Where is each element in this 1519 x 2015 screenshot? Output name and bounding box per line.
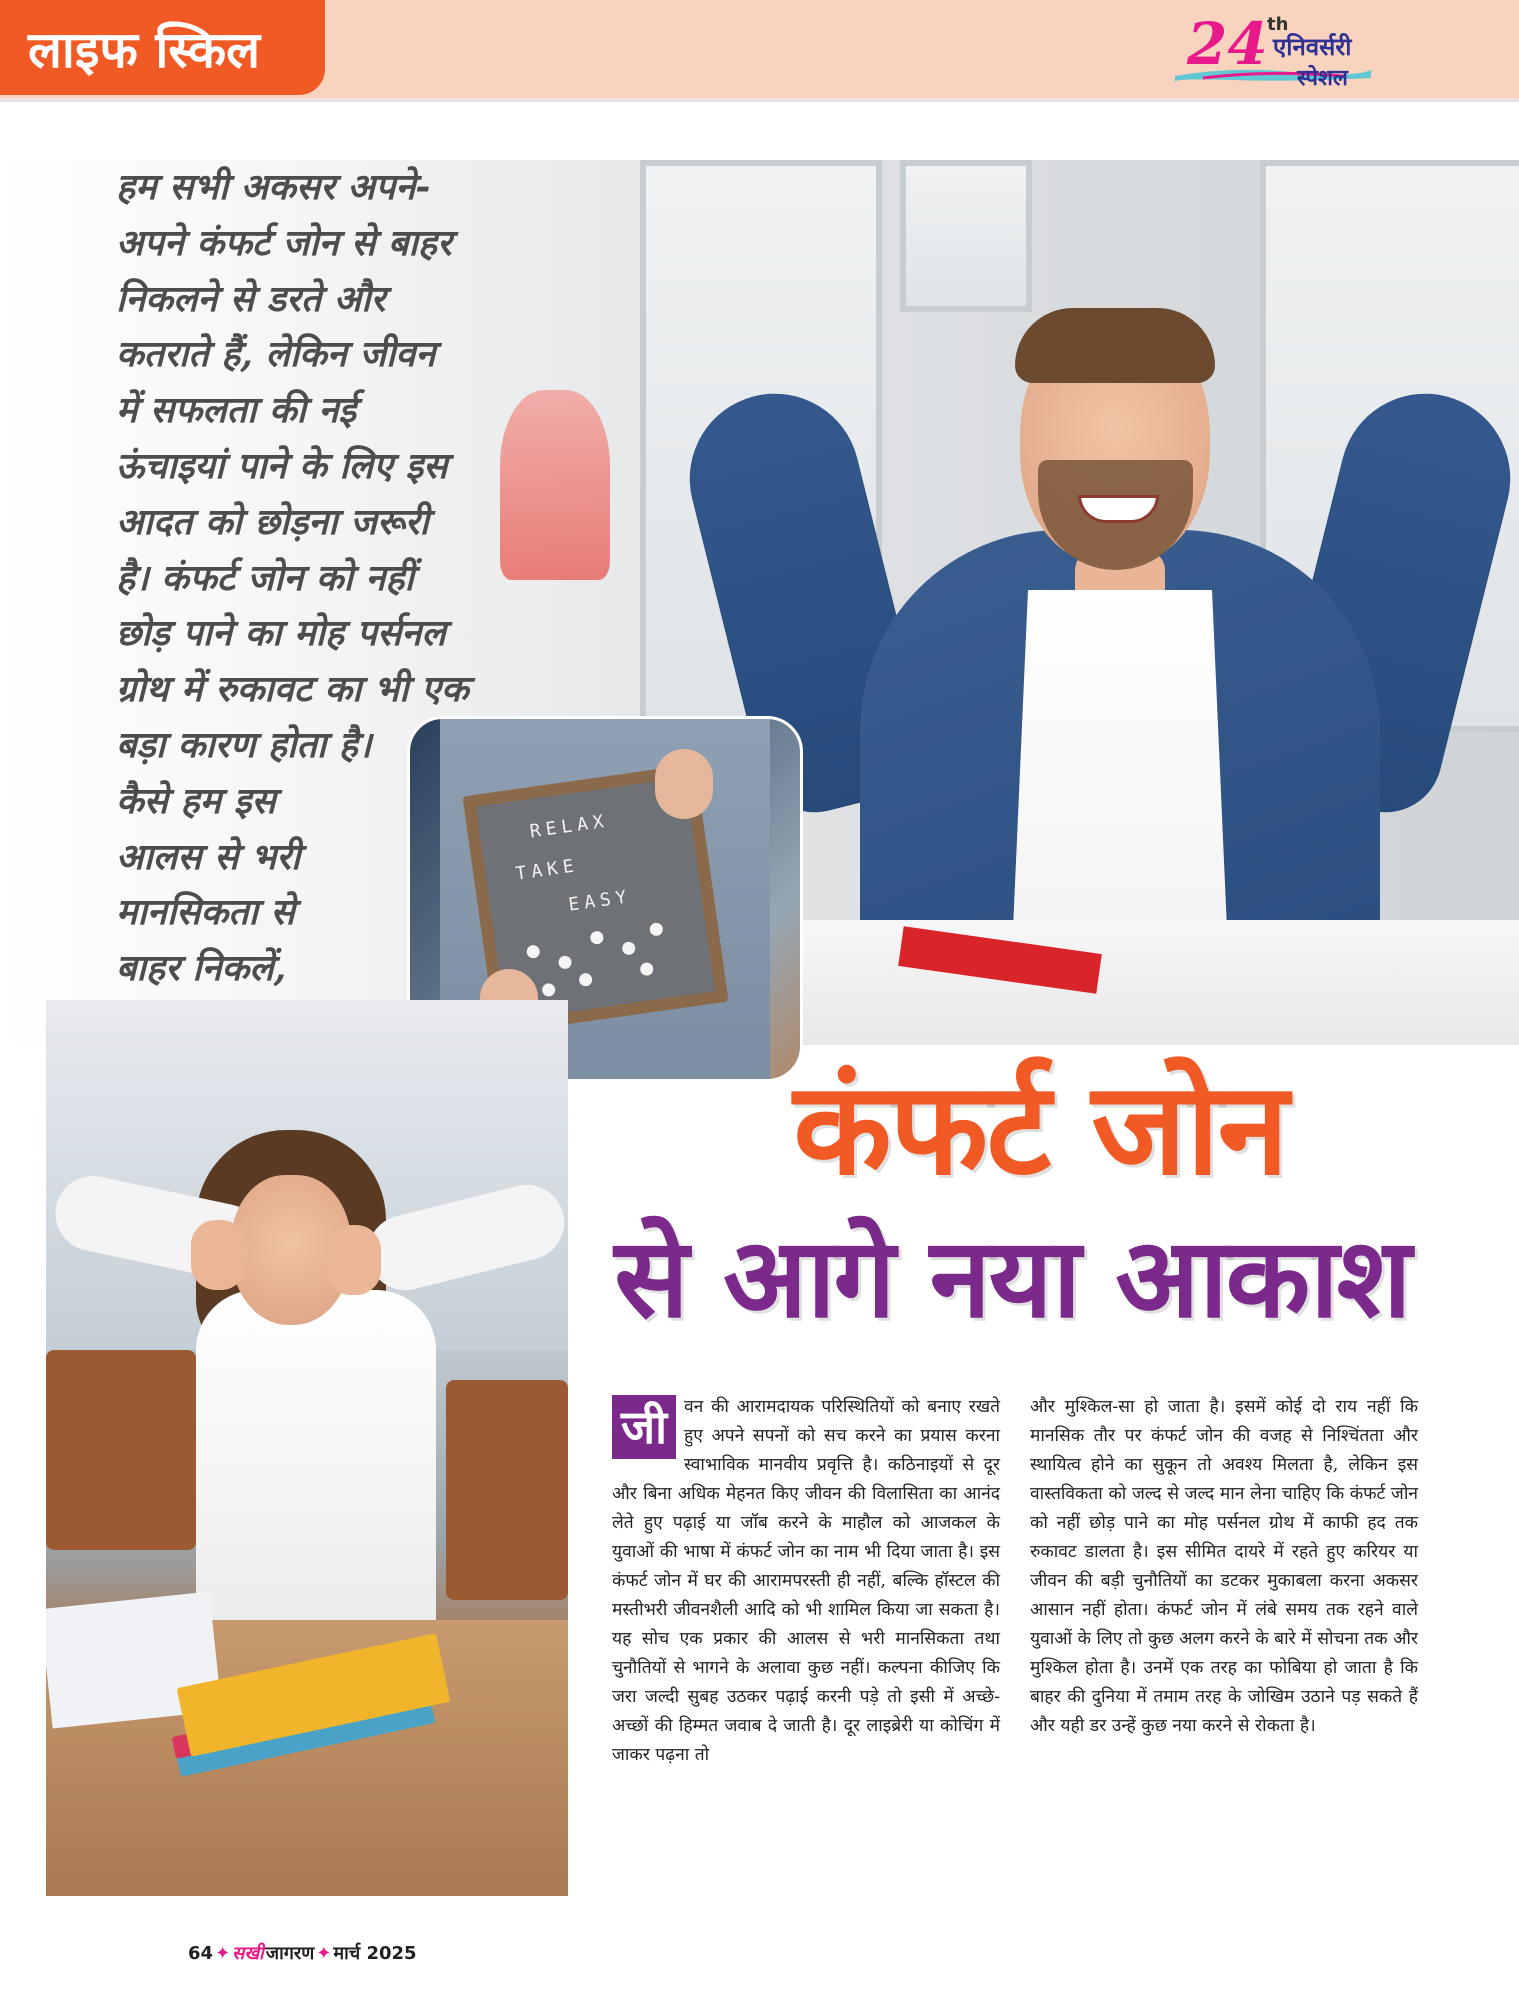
smiley-icon xyxy=(621,941,636,956)
anniversary-line1: एनिवर्सरी xyxy=(1273,33,1352,61)
article-column-2: और मुश्किल-सा हो जाता है। इसमें कोई दो राय नहीं कि मानसिक तौर पर कंफर्ट जोन की वजह से निश्चिंतता और स्थायित्व होने का सुकून तो अवश्य मिलता है, लेकिन इस वास्तविकता को जल्द से जल्द मान लेना चाहिए कि कंफर्ट जोन को नहीं छोड़ पाने का मोह पर्सनल ग्रोथ में काफी हद तक रुकावट डालता है। इस सीमित दायरे में रहते हुए करियर या जीवन की बड़ी चुनौतियों का डटकर मुकाबला करना अकसर आसान नहीं होता। कंफर्ट जोन में लंबे समय तक रहने वाले युवाओं के लिए तो कुछ अलग करने के बारे में सोचना तक और मुश्किल होता है। उनमें एक तरह का फोबिया हो जाता है कि बाहर की दुनिया में तमाम तरह के जोखिम उठाने पड़ सकते हैं और यही डर उन्हें कुछ नया करने से रोकता है। xyxy=(1030,1397,1418,1736)
dropcap: जी xyxy=(612,1395,676,1459)
woman-hand xyxy=(191,1220,246,1290)
smiley-icon xyxy=(649,922,664,937)
board-word-take: TAKE xyxy=(514,855,580,885)
star-icon: ✦ xyxy=(316,1942,332,1964)
headline-line2: से आगे नया आकाश xyxy=(614,1214,1410,1342)
header-divider xyxy=(0,98,1519,102)
woman-stretching-photo xyxy=(46,1000,568,1896)
page-number: 64 xyxy=(188,1942,214,1964)
anniversary-line2: स्पेशल xyxy=(1297,66,1348,91)
board-word-easy: EASY xyxy=(567,886,633,916)
smiley-icon xyxy=(558,955,573,970)
magazine-name-prefix: सखी xyxy=(232,1943,264,1964)
smiley-icon xyxy=(526,944,541,959)
magazine-name-suffix: जागरण xyxy=(265,1943,315,1964)
article-column-1 xyxy=(612,1393,1000,1770)
woman-shirt xyxy=(196,1290,436,1630)
smiley-icon xyxy=(541,983,556,998)
office-chair xyxy=(446,1380,568,1600)
office-chair xyxy=(46,1350,196,1550)
board-word-relax: RELAX xyxy=(528,810,610,843)
anniversary-suffix: th xyxy=(1267,14,1289,35)
star-icon: ✦ xyxy=(215,1942,231,1964)
anniversary-number: 24 xyxy=(1187,10,1268,78)
headline-line1: कंफर्ट जोन xyxy=(793,1055,1287,1204)
smiley-icon xyxy=(590,930,605,945)
desk-surface xyxy=(760,920,1519,1045)
anniversary-badge xyxy=(1165,8,1375,93)
man-hair xyxy=(1015,308,1215,383)
column-1-text: वन की आरामदायक परिस्थितियों को बनाए रखते हुए अपने सपनों को सच करने का प्रयास करना स्वाभाविक मानवीय प्रवृत्ति है। कठिनाइयों से दूर और बिना अधिक मेहनत किए जीवन की विलासिता का आनंद लेते हुए पढ़ाई या जॉब करने के माहौल को आजकल के युवाओं की भाषा में कंफर्ट जोन का नाम भी दिया जाता है। इस कंफर्ट जोन में घर की आरामपरस्ती ही नहीं, बल्कि हॉस्टल की मस्तीभरी जीवनशैली आदि को भी शामिल किया जा सकता है। यह सोच एक प्रकार की आलस से भरी मानसिकता तथा चुनौतियों से भागने के अलावा कुछ नहीं। कल्पना कीजिए कि जरा जल्दी सुबह उठकर पढ़ाई करनी पड़े तो इसी में अच्छे-अच्छों की हिम्मत जवाब दे जाती है। दूर लाइब्रेरी या कोचिंग में जाकर पढ़ना तो xyxy=(612,1397,1000,1765)
smiley-icon xyxy=(639,962,654,977)
window-frame xyxy=(900,160,1032,312)
woman-hand xyxy=(326,1225,381,1295)
smiley-icon xyxy=(578,972,593,987)
person-hand xyxy=(655,749,713,819)
issue-date: मार्च 2025 xyxy=(333,1943,417,1964)
intro-text: हम सभी अकसर अपने- अपने कंफर्ट जोन से बाहर निकलने से डरते और कतराते हैं, लेकिन जीवन में सफलता की नई ऊंचाइयां पाने के लिए इस आदत को छोड़ना जरूरी है। कंफर्ट जोन को नहीं छोड़ पाने का मोह पर्सनल ग्रोथ में रुकावट का भी एक बड़ा कारण होता है। कैसे हम इस आलस से भरी मानसिकता से बाहर निकलें, xyxy=(116,166,469,990)
page-footer xyxy=(188,1941,417,1965)
section-label: लाइफ स्किल xyxy=(0,0,325,95)
